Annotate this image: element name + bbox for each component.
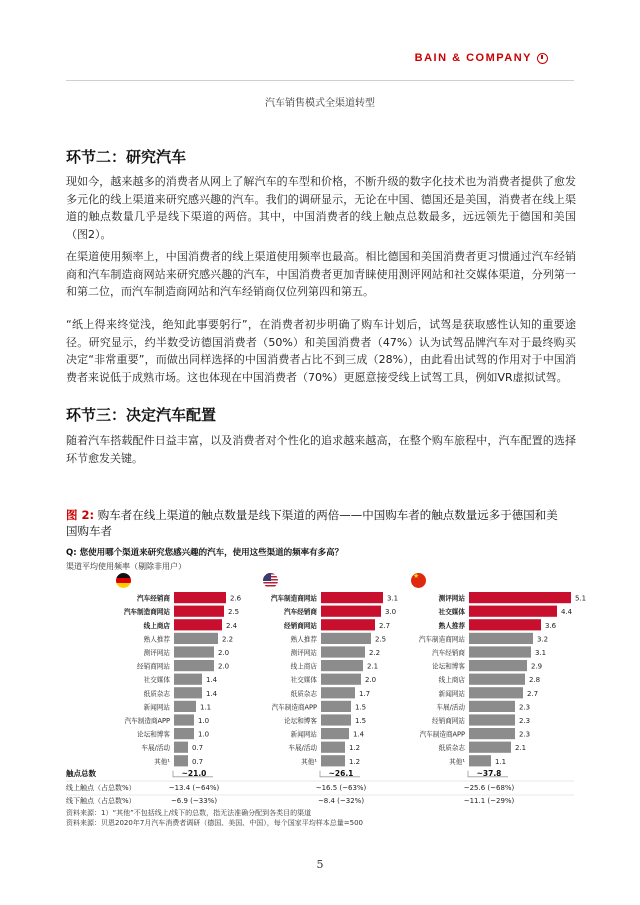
category-label: 测评网站: [438, 594, 465, 603]
brand-name: BAIN & COMPANY: [414, 52, 532, 64]
bar-2-8: [469, 701, 515, 712]
bar-2-12: [469, 755, 491, 766]
value-label: 1.5: [355, 717, 367, 725]
category-label: 线上商店: [438, 676, 465, 685]
bar-1-4: [321, 646, 365, 657]
value-label: 5.1: [575, 594, 587, 603]
section-heading-configure: 环节三：决定汽车配置: [66, 406, 217, 424]
bar-1-2: [321, 619, 375, 630]
value-label: 1.1: [495, 757, 507, 766]
bar-1-8: [321, 701, 351, 712]
online-value: ~16.5 (~63%): [315, 784, 367, 792]
value-label: 1.2: [349, 757, 361, 766]
value-label: 2.0: [218, 649, 230, 657]
offline-value: ~8.4 (~32%): [317, 797, 365, 805]
total-value: ~26.1: [328, 769, 354, 778]
value-label: 1.0: [198, 717, 210, 725]
figure-question: Q: 您使用哪个渠道来研究您感兴趣的汽车，使用这些渠道的频率有多高？: [66, 548, 344, 558]
value-label: 2.4: [226, 621, 238, 630]
value-label: 2.5: [228, 608, 240, 617]
total-value: ~21.0: [181, 769, 207, 778]
category-label: 汽车制造商APP: [271, 703, 317, 712]
document-title: 汽车销售模式全渠道转型: [265, 98, 375, 109]
total-row-label: 触点总数: [66, 769, 96, 778]
value-label: 2.7: [527, 689, 539, 698]
category-label: 社交媒体: [438, 608, 465, 617]
bar-0-6: [174, 674, 202, 685]
online-value: ~25.6 (~68%): [463, 784, 515, 792]
value-label: 2.8: [529, 676, 541, 685]
section-heading-research: 环节二：研究汽车: [66, 148, 187, 166]
value-label: 2.0: [365, 676, 377, 685]
value-label: 2.5: [375, 635, 387, 644]
bar-2-3: [469, 633, 533, 644]
bar-1-10: [321, 728, 349, 739]
bar-0-0: [174, 592, 226, 603]
page-number: 5: [316, 858, 324, 871]
bar-2-2: [469, 619, 541, 630]
bar-2-5: [469, 660, 527, 671]
category-label: 新闻网站: [290, 730, 317, 739]
offline-row-label: 线下触点（占总数%）: [66, 797, 136, 805]
value-label: 1.7: [359, 689, 371, 698]
value-label: 2.1: [515, 744, 527, 753]
value-label: 2.6: [230, 594, 242, 603]
value-label: 0.7: [192, 744, 204, 753]
value-label: 3.2: [537, 635, 549, 644]
value-label: 2.0: [218, 662, 230, 671]
bar-0-3: [174, 633, 218, 644]
value-label: 3.1: [535, 649, 547, 657]
bar-0-7: [174, 687, 202, 698]
category-label: 新闻网站: [438, 689, 465, 698]
bar-0-9: [174, 714, 194, 725]
category-label: 经销商网站: [137, 662, 170, 671]
category-label: 熟人推荐: [143, 635, 170, 644]
bar-0-1: [174, 606, 224, 617]
bar-2-4: [469, 646, 531, 657]
category-label: 纸质杂志: [438, 744, 465, 753]
bar-2-6: [469, 674, 525, 685]
bar-0-2: [174, 619, 222, 630]
category-label: 纸质杂志: [143, 689, 170, 698]
category-label: 线上商店: [290, 662, 317, 671]
value-label: 0.7: [192, 757, 204, 766]
value-label: 1.1: [200, 703, 212, 712]
category-label: 车展/活动: [436, 703, 465, 712]
bar-0-12: [174, 755, 188, 766]
bar-1-1: [321, 606, 381, 617]
value-label: 2.3: [519, 730, 531, 739]
bar-0-8: [174, 701, 196, 712]
bar-1-11: [321, 742, 345, 753]
category-label: 线上商店: [143, 621, 170, 630]
value-label: 1.4: [206, 689, 218, 698]
bar-1-3: [321, 633, 371, 644]
category-label: 熟人推荐: [290, 635, 317, 644]
category-label: 汽车制造商网站: [123, 608, 170, 617]
value-label: 3.0: [385, 608, 397, 617]
value-label: 3.6: [545, 621, 557, 630]
value-label: 1.0: [198, 730, 210, 739]
category-label: 测评网站: [290, 649, 317, 657]
category-label: 论坛和博客: [432, 662, 465, 671]
paragraph-1: 现如今，越来越多的消费者从网上了解汽车的车型和价格，不断升级的数字化技术也为消费者提供了愈发多元化的线上渠道来研究感兴趣的汽车。我们的调研显示，无论在中国、德国还是美国，消费者在线上渠道的触点数量几乎是线下渠道的两倍。其中，中国消费者的线上触点总数最多，远远领先于德国和美国（图2）。: [66, 175, 576, 241]
figure-note-1: 资料来源：1）“其他”不包括线上/线下的总数，指无法准确分配到各类目的渠道: [66, 809, 312, 817]
category-label: 新闻网站: [143, 703, 170, 712]
category-label: 汽车制造商APP: [124, 717, 170, 725]
value-label: 2.3: [519, 703, 531, 712]
bar-1-5: [321, 660, 363, 671]
category-label: 车展/活动: [288, 744, 317, 753]
total-value: ~37.8: [476, 769, 502, 778]
category-label: 其他¹: [449, 757, 465, 766]
paragraph-3: “纸上得来终觉浅，绝知此事要躬行”，在消费者初步明确了购车计划后，试驾是获取感性认知的重要途径。研究显示，约半数受访德国消费者（50%）和美国消费者（47%）认为试驾品牌汽车对于最终购买决定“非常重要”，而做出同样选择的中国消费者占比不到三成（28%），由此看出试驾的作用对于中国消费者来说低于成熟市场。这也体现在中国消费者（70%）更愿意接受线上试驾工具，例如VR虚拟试驾。: [66, 318, 576, 384]
value-label: 1.5: [355, 703, 367, 712]
online-value: ~13.4 (~64%): [168, 784, 220, 792]
category-label: 汽车经销商: [284, 608, 317, 617]
category-label: 其他¹: [301, 757, 317, 766]
value-label: 4.4: [561, 608, 573, 617]
bar-2-7: [469, 687, 523, 698]
offline-value: ~11.1 (~29%): [463, 797, 515, 805]
category-label: 测评网站: [143, 649, 170, 657]
figure-note-2: 资料来源：贝恩2020年7月汽车消费者调研（德国、美国、中国），每个国家平均样本总量=500: [66, 819, 363, 827]
value-label: 1.2: [349, 744, 361, 753]
category-label: 社交媒体: [143, 676, 170, 685]
offline-value: ~6.9 (~33%): [170, 797, 218, 805]
value-label: 1.4: [353, 730, 365, 739]
value-label: 2.9: [531, 662, 543, 671]
value-label: 2.2: [369, 649, 381, 657]
bar-0-5: [174, 660, 214, 671]
figure-caption-text: 购车者在线上渠道的触点数量是线下渠道的两倍——中国购车者的触点数量远多于德国和美国购车者: [66, 508, 558, 538]
bar-0-11: [174, 742, 188, 753]
figure-notes: [66, 808, 363, 828]
bar-2-11: [469, 742, 511, 753]
category-label: 经销商网站: [284, 621, 317, 630]
bar-1-12: [321, 755, 345, 766]
paragraph-4: 随着汽车搭载配件日益丰富，以及消费者对个性化的追求越来越高，在整个购车旅程中，汽车配置的选择环节愈发关键。: [66, 434, 576, 465]
category-label: 其他¹: [154, 757, 170, 766]
bar-2-10: [469, 728, 515, 739]
online-row-label: 线上触点（占总数%）: [66, 784, 136, 792]
category-label: 论坛和博客: [284, 717, 317, 725]
bar-0-10: [174, 728, 194, 739]
value-label: 2.7: [379, 621, 391, 630]
value-label: 2.1: [367, 662, 379, 671]
category-label: 汽车制造商网站: [418, 635, 465, 644]
figure-label: 图 2:: [66, 508, 95, 522]
bar-2-9: [469, 714, 515, 725]
bar-2-1: [469, 606, 557, 617]
category-label: 社交媒体: [290, 676, 317, 685]
category-label: 熟人推荐: [438, 621, 465, 630]
category-label: 汽车制造商网站: [270, 594, 317, 603]
category-label: 汽车经销商: [432, 649, 465, 657]
category-label: 车展/活动: [141, 744, 170, 753]
bar-1-9: [321, 714, 351, 725]
value-label: 2.2: [222, 635, 234, 644]
bar-1-0: [321, 592, 383, 603]
value-label: 2.3: [519, 717, 531, 725]
paragraph-2: 在渠道使用频率上，中国消费者的线上渠道使用频率也最高。相比德国和美国消费者更习惯通过汽车经销商和汽车制造商网站来研究感兴趣的汽车，中国消费者更加青睐使用测评网站和社交媒体渠道，分列第一和第二位，而汽车制造商网站和汽车经销商仅位列第四和第五。: [66, 250, 576, 299]
bar-0-4: [174, 646, 214, 657]
figure-subtitle: 渠道平均使用频率（剔除非用户）: [66, 562, 186, 571]
category-label: 汽车经销商: [137, 594, 170, 603]
bar-1-6: [321, 674, 361, 685]
category-label: 纸质杂志: [290, 689, 317, 698]
category-label: 汽车制造商APP: [419, 730, 465, 739]
value-label: 1.4: [206, 676, 218, 685]
category-label: 论坛和博客: [137, 730, 170, 739]
bar-1-7: [321, 687, 355, 698]
category-label: 经销商网站: [432, 717, 465, 725]
value-label: 3.1: [387, 594, 399, 603]
bar-2-0: [469, 592, 571, 603]
